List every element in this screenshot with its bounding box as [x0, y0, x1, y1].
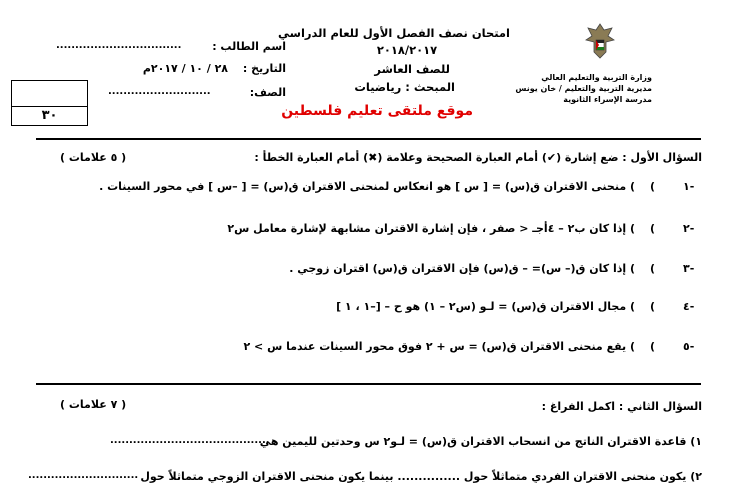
- q3-text: ) إذا كان ق(– س)= – ق(س) فإن الاقتران ق(س) اقتران زوجي .: [289, 262, 635, 275]
- s2-item2-number: ٢): [690, 470, 702, 483]
- score-total: ٣٠: [41, 108, 58, 123]
- eagle-emblem-icon: [584, 22, 616, 60]
- q2-text: ) إذا كان ب٢ – ٤أجـ < صفر ، فإن إشارة الاقتران مشابهة لإشارة معامل س٢: [227, 222, 635, 235]
- section1-marks: ( ٥ علامات ): [60, 151, 127, 164]
- score-box: [11, 80, 88, 126]
- q2-number: ٢-: [683, 222, 695, 235]
- directorate-name: مديرية التربية والتعليم / خان يونس: [515, 84, 652, 93]
- subject: المبحث : رياضيات: [354, 80, 455, 94]
- q3-answer-paren[interactable]: (: [650, 262, 656, 275]
- q5-text: ) يقع منحنى الاقتران ق(س) = س + ٢ فوق محور السينات عندما س > ٢: [243, 340, 635, 353]
- header-divider: [36, 138, 701, 140]
- q5-number: ٥-: [683, 340, 695, 353]
- q4-text: ) مجال الاقتران ق(س) = لـو (س٢ – ١) هو ح – [–١ ، ١ ]: [336, 300, 635, 313]
- exam-year: ٢٠١٨/٢٠١٧: [376, 43, 438, 57]
- q1-text: ) منحنى الاقتران ق(س) = [ س ] هو انعكاس لمنحنى الاقتران ق(س) = [ –س ] في محور السينات .: [99, 180, 635, 193]
- ministry-name: وزارة التربية والتعليم العالي: [541, 73, 652, 82]
- s2-item1-text: قاعدة الاقتران الناتج من انسحاب الاقتران ق(س) = لـو٢ س وحدتين لليمين هي: [259, 435, 687, 448]
- q4-answer-paren[interactable]: (: [650, 300, 656, 313]
- student-name-label: اسم الطالب :: [212, 40, 286, 53]
- q2-answer-paren[interactable]: (: [650, 222, 656, 235]
- q4-number: ٤-: [683, 300, 695, 313]
- q3-number: ٣-: [683, 262, 695, 275]
- s2-item1: [259, 435, 702, 448]
- school-name: مدرسة الإسراء الثانوية: [563, 95, 652, 104]
- s2-item2-text: يكون منحنى الاقتران الفردي متماثلاً حول ............... بينما يكون منحنى الاقتران الزوجي متماثلاً حول: [140, 470, 687, 483]
- section-divider: [36, 383, 701, 385]
- q1-answer-paren[interactable]: (: [650, 180, 656, 193]
- section1-title: السؤال الأول : ضع إشارة (✔) أمام العبارة الصحيحة وعلامة (✖) أمام العبارة الخطأ :: [254, 151, 702, 164]
- student-name-dots[interactable]: .................................: [56, 40, 182, 51]
- date-value: ٢٨ / ١٠ / ٢٠١٧م: [142, 62, 228, 75]
- q1-number: ١-: [683, 180, 695, 193]
- ministry-block: [515, 72, 652, 105]
- class-label: الصف:: [249, 86, 286, 99]
- score-divider: [12, 106, 87, 107]
- s2-item2-blank[interactable]: .............................: [28, 470, 139, 481]
- q5-answer-paren[interactable]: (: [650, 340, 656, 353]
- date-label: التاريخ :: [242, 62, 286, 75]
- exam-title: امتحان نصف الفصل الأول للعام الدراسي: [278, 26, 510, 40]
- s2-item1-number: ١): [690, 435, 702, 448]
- section2-marks: ( ٧ علامات ): [60, 398, 127, 411]
- grade-level: للصف العاشر: [374, 62, 450, 76]
- s2-item2: [140, 470, 702, 483]
- section2-title: السؤال الثاني : اكمل الفراغ :: [541, 400, 702, 413]
- class-dots[interactable]: ...........................: [108, 86, 211, 97]
- s2-item1-blank[interactable]: ..........................................: [110, 435, 270, 446]
- site-name: موقع ملتقى تعليم فلسطين: [281, 103, 473, 119]
